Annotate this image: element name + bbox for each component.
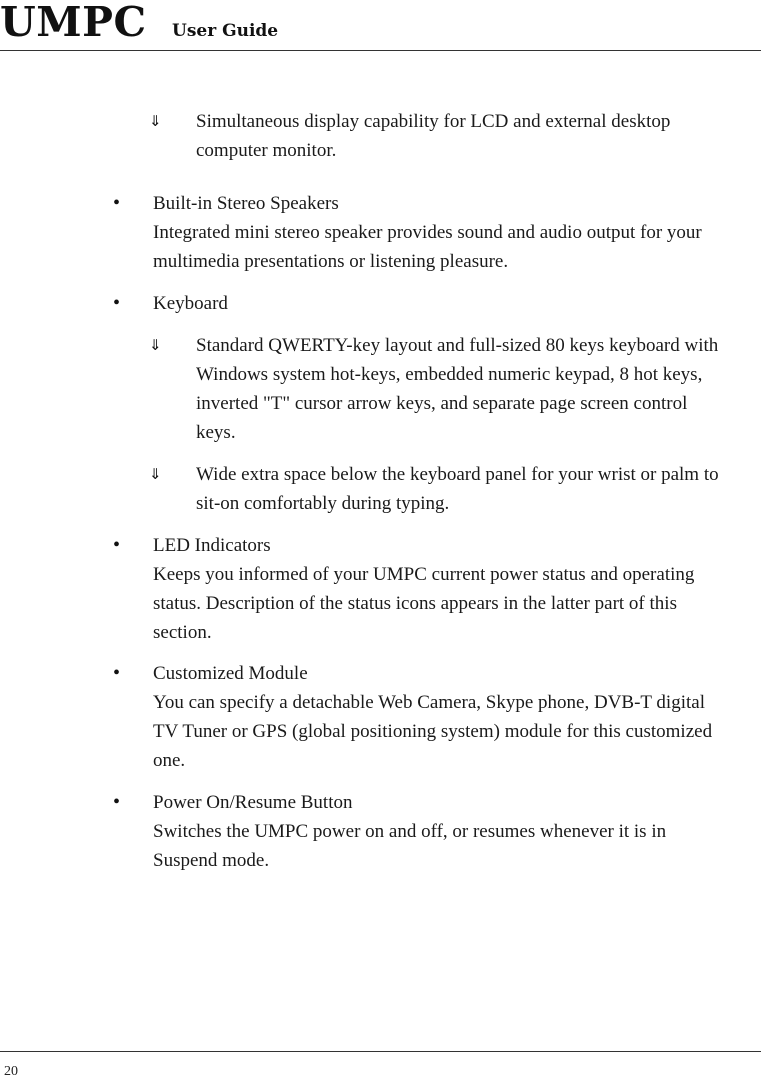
brand-title: UMPC — [0, 0, 147, 46]
text-line: inverted "T" cursor arrow keys, and separate page screen control — [196, 393, 688, 414]
text-line: Keeps you informed of your UMPC current power status and operating — [153, 564, 695, 585]
bullet-icon: • — [113, 662, 121, 684]
text-line: Suspend mode. — [153, 850, 270, 871]
text-line: multimedia presentations or listening pleasure. — [153, 251, 509, 272]
item-heading: Keyboard — [153, 293, 228, 314]
text-line: Standard QWERTY-key layout and full-sized 80 keys keyboard with — [196, 335, 719, 356]
list-item-text — [153, 289, 758, 318]
text-line: computer monitor. — [196, 140, 337, 161]
page-number: 20 — [4, 1064, 18, 1079]
list-item-text — [196, 331, 758, 447]
item-heading: Built-in Stereo Speakers — [153, 193, 339, 214]
list-item-text — [196, 107, 758, 165]
text-line: Switches the UMPC power on and off, or resumes whenever it is in — [153, 821, 667, 842]
text-line: keys. — [196, 422, 236, 443]
text-line: Windows system hot-keys, embedded numeric keypad, 8 hot keys, — [196, 364, 703, 385]
list-item-text — [153, 531, 758, 647]
text-line: Wide extra space below the keyboard panel for your wrist or palm to — [196, 464, 719, 485]
list-item-text — [153, 788, 758, 875]
text-line: sit-on comfortably during typing. — [196, 493, 450, 514]
list-item-text — [153, 189, 758, 276]
footer-divider — [0, 1051, 761, 1052]
text-line: Simultaneous display capability for LCD and external desktop — [196, 111, 671, 132]
document-subtitle: User Guide — [172, 21, 279, 41]
text-line: section. — [153, 622, 212, 643]
down-arrow-icon: ⇓ — [149, 336, 162, 354]
down-arrow-icon: ⇓ — [149, 465, 162, 483]
text-line: status. Description of the status icons appears in the latter part of this — [153, 593, 677, 614]
page-header — [0, 0, 761, 51]
item-heading: Power On/Resume Button — [153, 792, 353, 813]
bullet-icon: • — [113, 534, 121, 556]
item-heading: LED Indicators — [153, 535, 271, 556]
text-line: TV Tuner or GPS (global positioning system) module for this customized — [153, 721, 713, 742]
down-arrow-icon: ⇓ — [149, 112, 162, 130]
bullet-icon: • — [113, 192, 121, 214]
text-line: one. — [153, 750, 186, 771]
bullet-icon: • — [113, 292, 121, 314]
bullet-icon: • — [113, 791, 121, 813]
text-line: Integrated mini stereo speaker provides sound and audio output for your — [153, 222, 702, 243]
list-item-text — [153, 659, 758, 775]
item-heading: Customized Module — [153, 663, 308, 684]
list-item-text — [196, 460, 758, 518]
text-line: You can specify a detachable Web Camera, Skype phone, DVB-T digital — [153, 692, 705, 713]
